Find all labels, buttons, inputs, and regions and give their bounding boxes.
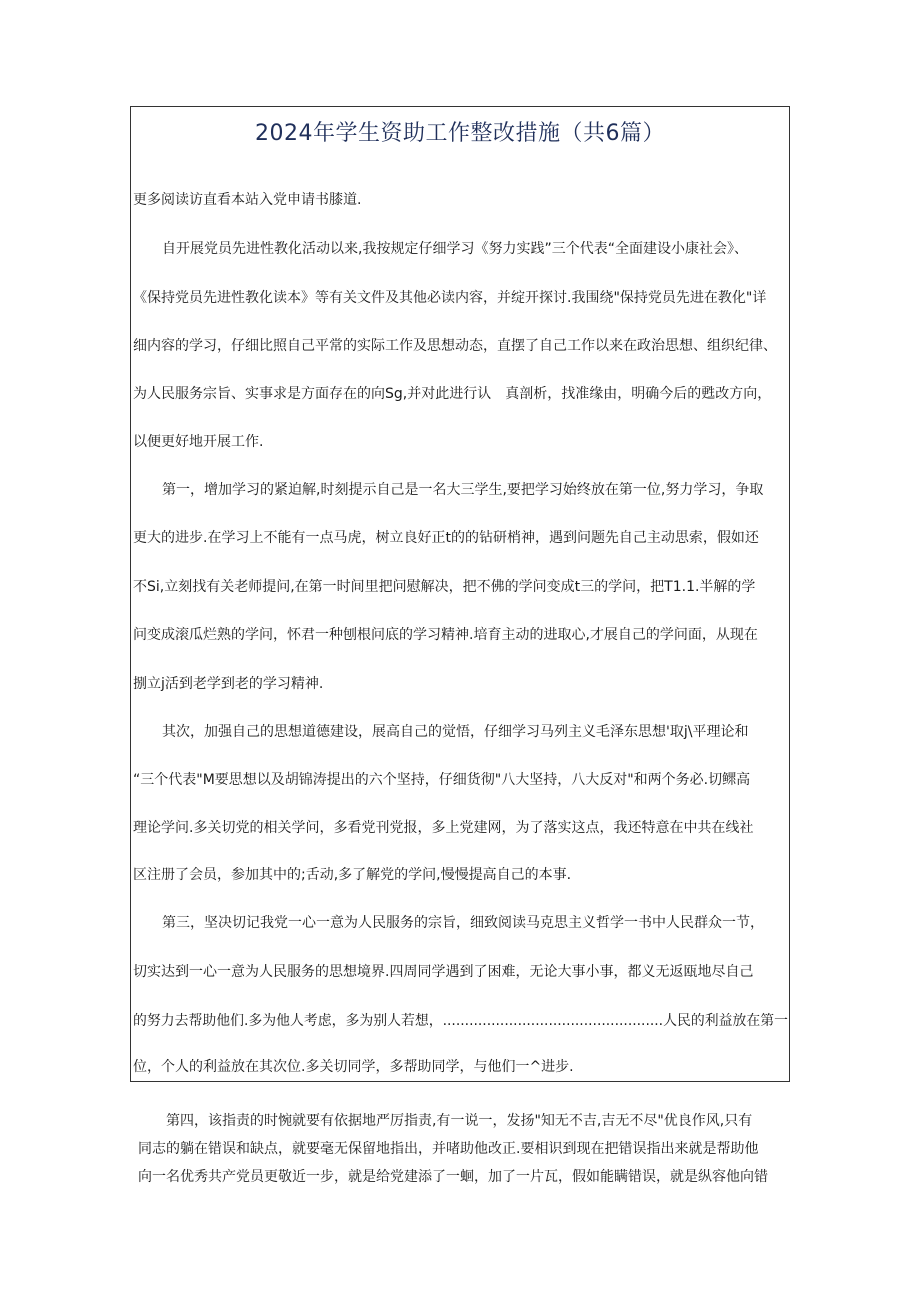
paragraph-1-line-3: 细内容的学习，仔细比照自己平常的实际工作及思想动态，直摆了自己工作以来在政治思想、组织纪律、 <box>133 338 777 354</box>
paragraph-4-line-4: 位，个人的利益放在其次位.多关切同学，多帮助同学，与他们一^进步. <box>133 1059 574 1075</box>
paragraph-2-line-2: 更大的进步.在学习上不能有一点马虎，树立良好正t的的钻研梢神，遇到问题先自己主动思索，假如还 <box>133 530 759 546</box>
paragraph-4-line-3: 的努力去帮助他们.多为他人考虑，多为别人若想，..................................................人民的利益放在第一 <box>133 1013 788 1029</box>
paragraph-1-line-2: 《保持党员先进性教化读本》等有关文件及其他必读内容，并绽开探讨.我围绕"保持党员先进在教化"详 <box>133 290 767 306</box>
paragraph-1-line-4: 为人民服务宗旨、实事求是方面存在的向Sg,并对此进行认 真剖析，找准缘由，明确今后的甦改方向， <box>133 386 772 402</box>
paragraph-3-line-1: 其次，加强自己的思想道德建设，展高自己的觉悟，仔细学习马列主义毛泽东思想'取j\平理论和 <box>162 724 749 740</box>
paragraph-1-line-1: 自开展党员先进性教化活动以来,我按规定仔细学习《努力实践”三个代表“全面建设小康社会》、 <box>162 241 748 257</box>
paragraph-3-line-2: “三个代表"M要思想以及胡锦涛提出的六个坚持，仔细货彻"八大坚持，八大反对"和两个务必.切鳏高 <box>133 772 751 788</box>
paragraph-3-line-4: 区注册了会员，参加其中的;舌动,多了解党的学问,慢慢提高自己的本事. <box>133 867 572 883</box>
paragraph-2-line-3: 不Si,立刻找有关老师提问,在第一时间里把问慰解决，把不佛的学问变成t三的学问，把T1.1.半解的学 <box>133 579 756 595</box>
paragraph-2-line-4: 问变成滚瓜烂熟的学问，怀君一种刨根问底的学习精神.培育主动的进取心,才展自己的学问面，从现在 <box>133 627 758 643</box>
outside-paragraph-line-1: 第四，该指责的时惋就要有依据地严厉指责,有一说一，发扬"知无不吉,吉无不尽"优良作风,只有 <box>166 1113 753 1129</box>
document-title: 2024年学生资助工作整改措施（共6篇） <box>255 121 665 146</box>
outside-paragraph-line-3: 向一名优秀共产党员更敬近一步，就是给党建添了一蛔，加了一片瓦，假如能瞒错误，就是纵容他向错 <box>138 1169 768 1185</box>
paragraph-3-line-3: 理论学问.多关切党的相关学问，多看党刊党报，多上党建网，为了落实这点，我还特意在中共在线社 <box>133 820 754 836</box>
paragraph-2-line-5: 捌立j活到老学到老的学习精神. <box>133 676 324 692</box>
intro-line: 更多阅读访直看本站入党申请书膝道. <box>133 192 362 208</box>
paragraph-4-line-2: 切实达到一心一意为人民服务的思想境界.四周同学遇到了困难，无论大事小事，都义无返瓯地尽自己 <box>133 964 754 980</box>
paragraph-2-line-1: 第一，增加学习的紧迫解,时刻提示自己是一名大三学生,要把学习始终放在第一位,努力学习，争取 <box>162 482 764 498</box>
paragraph-4-line-1: 第三，坚决切记我党一心一意为人民服务的宗旨，细致阅读马克思主义哲学一书中人民群众一节， <box>162 915 764 931</box>
outside-paragraph-line-2: 同志的躺在错误和缺点，就要毫无保留地指出，并啫助他改正.要相识到现在把错误指出来就是帮助他 <box>138 1141 759 1157</box>
paragraph-1-line-5: 以便更好地开展工作. <box>133 434 264 450</box>
